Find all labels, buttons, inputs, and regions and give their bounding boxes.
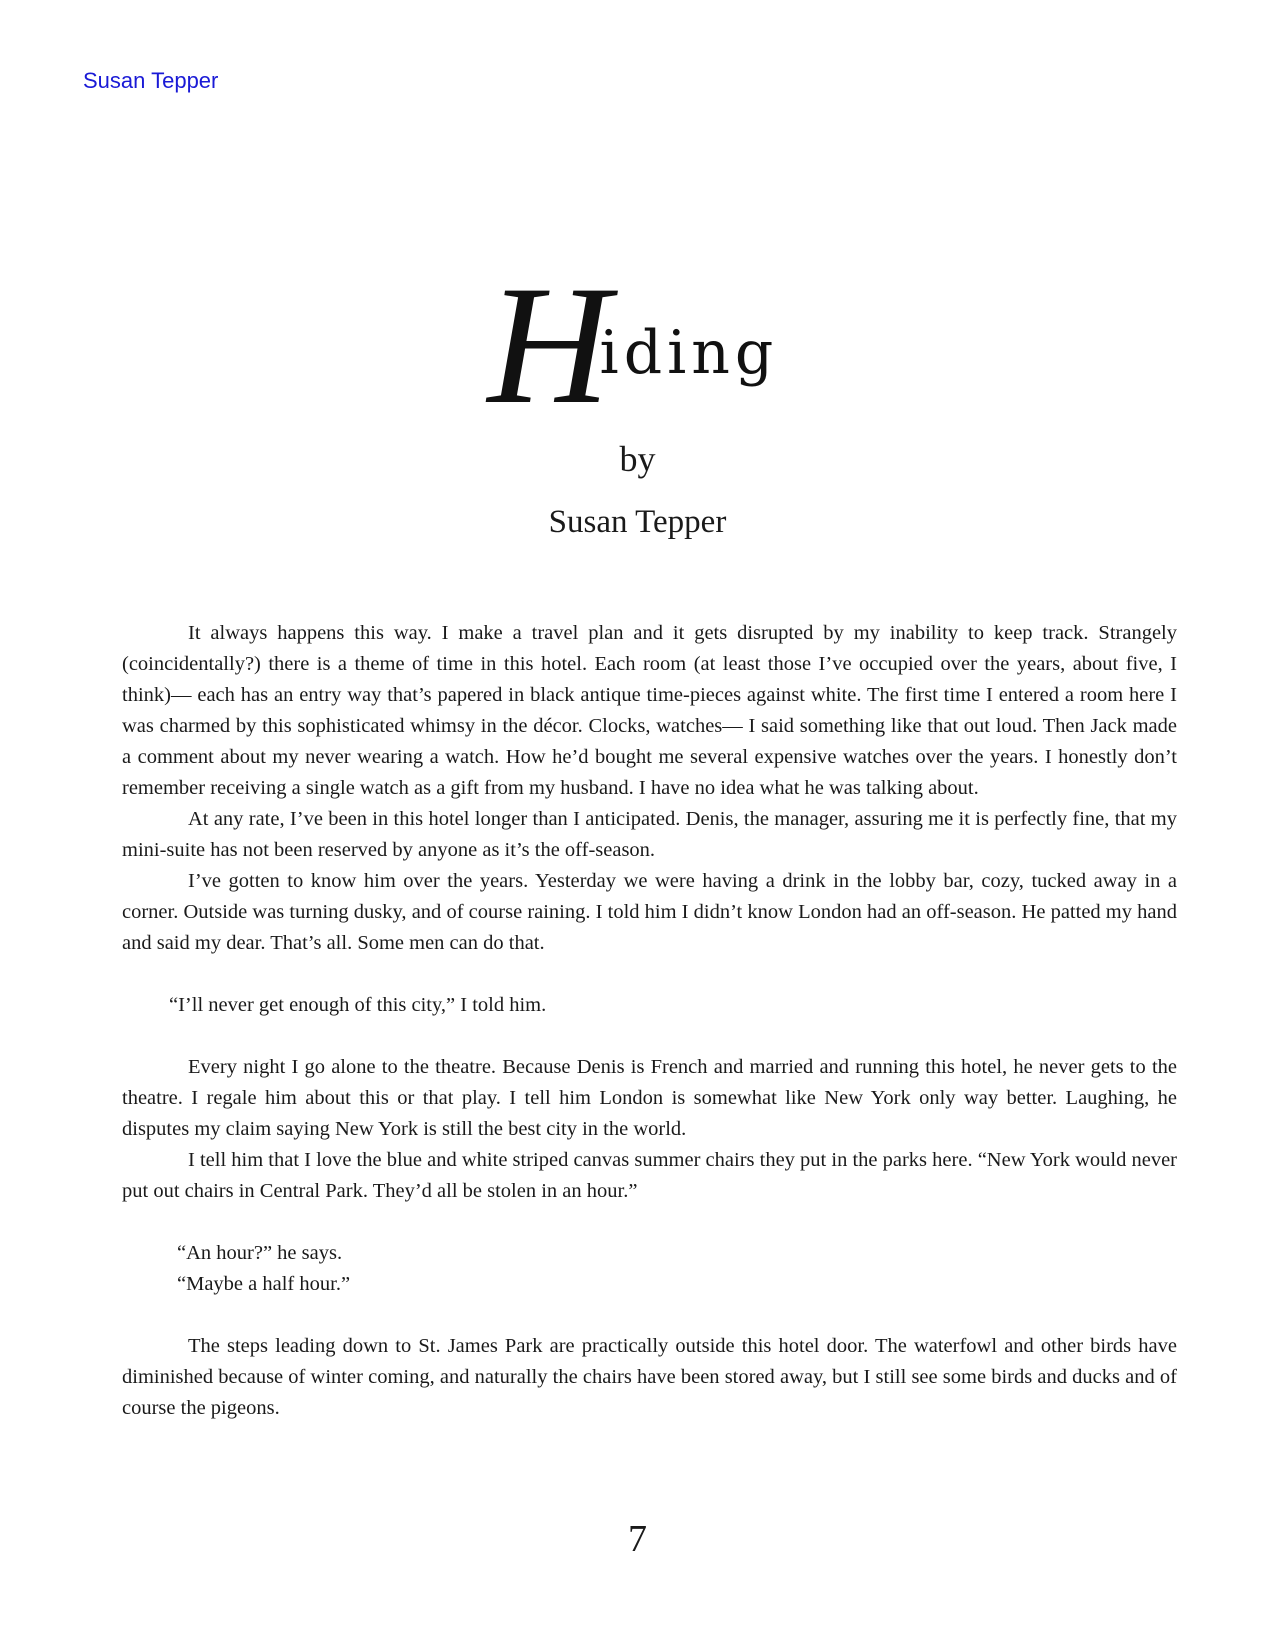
paragraph: At any rate, I’ve been in this hotel longer than I anticipated. Denis, the manager, assuring me it is perfectly fine, that my mini-suite has not been reserved by anyone as it’s the off-season. xyxy=(122,808,1177,861)
dialogue-line: “An hour?” he says. xyxy=(177,1242,343,1264)
paragraph: I tell him that I love the blue and white striped canvas summer chairs they put in the parks here. “New York would never put out chairs in Central Park. They’d all be stolen in an hour.” xyxy=(122,1149,1177,1202)
story-body xyxy=(122,618,1177,1424)
byline-author: Susan Tepper xyxy=(548,504,727,540)
byline-by: by xyxy=(619,439,656,479)
paragraph-gap xyxy=(122,1207,1177,1238)
page-number: 7 xyxy=(628,1518,647,1560)
title-rest: iding xyxy=(599,318,779,388)
title-initial: H xyxy=(487,251,611,439)
story-title-block xyxy=(0,251,1275,444)
story-title xyxy=(487,251,788,440)
paragraph: Every night I go alone to the theatre. Because Denis is French and married and running this hotel, he never gets to the theatre. I regale him about this or that play. I tell him London is somewhat like New York only way better. Laughing, he disputes my claim saying New York is still the best city in the world. xyxy=(122,1056,1177,1140)
paragraph-gap xyxy=(122,959,1177,990)
dialogue-line: “I’ll never get enough of this city,” I told him. xyxy=(169,994,547,1016)
paragraph-gap xyxy=(122,1300,1177,1331)
paragraph-gap xyxy=(122,1021,1177,1052)
author-header-link[interactable]: Susan Tepper xyxy=(83,68,219,93)
paragraph: The steps leading down to St. James Park are practically outside this hotel door. The waterfowl and other birds have diminished because of winter coming, and naturally the chairs have been stored away, but I still see some birds and ducks and of course the pigeons. xyxy=(122,1335,1177,1419)
dialogue-line: “Maybe a half hour.” xyxy=(177,1273,351,1295)
paragraph: I’ve gotten to know him over the years. Yesterday we were having a drink in the lobby bar, cozy, tucked away in a corner. Outside was turning dusky, and of course raining. I told him I didn’t know London had an off-season. He patted my hand and said my dear. That’s all. Some men can do that. xyxy=(122,870,1177,954)
paragraph: It always happens this way. I make a travel plan and it gets disrupted by my inability to keep track. Strangely (coincidentally?) there is a theme of time in this hotel. Each room (at least those I’ve occupied over the years, about five, I think)— each has an entry way that’s papered in black antique time-pieces against white. The first time I entered a room here I was charmed by this sophisticated whimsy in the décor. Clocks, watches— I said something like that out loud. Then Jack made a comment about my never wearing a watch. How he’d bought me several expensive watches over the years. I honestly don’t remember receiving a single watch as a gift from my husband. I have no idea what he was talking about. xyxy=(122,622,1177,799)
